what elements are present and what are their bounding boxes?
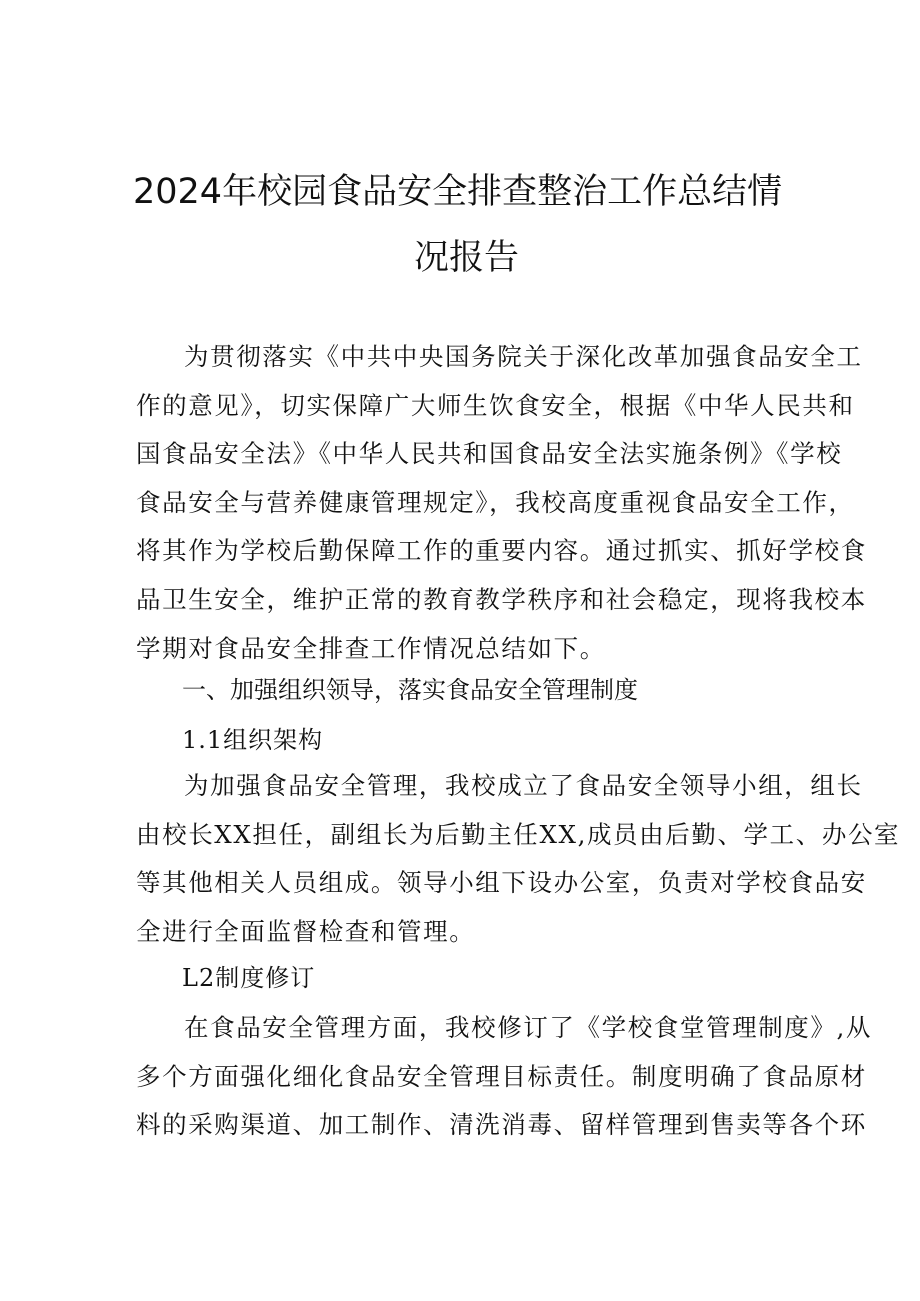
subsection-1-1-paragraph	[136, 762, 901, 956]
paragraph-line: 将其作为学校后勤保障工作的重要内容。通过抓实、抓好学校食	[136, 536, 867, 566]
subsection-1-2-paragraph	[136, 1004, 872, 1150]
paragraph-line: 全进行全面监督检查和管理。	[136, 916, 476, 946]
paragraph-line: 料的采购渠道、加工制作、清洗消毒、留样管理到售卖等各个环	[136, 1110, 867, 1140]
subsection-1-2-heading: L2制度修订	[182, 964, 316, 992]
subsection-1-1-heading: 1.1组织架构	[182, 726, 324, 754]
paragraph-line: 品卫生安全，维护正常的教育教学秩序和社会稳定，现将我校本	[136, 584, 867, 614]
paragraph-line: 国食品安全法》《中华人民共和国食品安全法实施条例》《学校	[136, 439, 843, 469]
paragraph-line: 学期对食品安全排查工作情况总结如下。	[136, 633, 606, 663]
document-title-line-1: 2024年校园食品安全排查整治工作总结情	[133, 172, 783, 212]
paragraph-line: 等其他相关人员组成。领导小组下设办公室，负责对学校食品安	[136, 868, 867, 898]
paragraph-line: 作的意见》，切实保障广大师生饮食安全，根据《中华人民共和	[136, 390, 855, 420]
document-title-line-2: 况报告	[414, 238, 520, 278]
section-1-heading: 一、加强组织领导，落实食品安全管理制度	[182, 676, 638, 704]
paragraph-line: 在食品安全管理方面，我校修订了《学校食堂管理制度》,从	[184, 1013, 872, 1042]
paragraph-line: 多个方面强化细化食品安全管理目标责任。制度明确了食品原材	[136, 1061, 867, 1091]
intro-paragraph	[136, 333, 867, 673]
paragraph-line: 为加强食品安全管理，我校成立了食品安全领导小组，组长	[184, 771, 863, 800]
paragraph-line: 由校长XX担任，副组长为后勤主任XX,成员由后勤、学工、办公室	[136, 819, 901, 849]
paragraph-line: 为贯彻落实《中共中央国务院关于深化改革加强食品安全工	[184, 342, 863, 371]
paragraph-line: 食品安全与营养健康管理规定》，我校高度重视食品安全工作，	[136, 487, 855, 517]
